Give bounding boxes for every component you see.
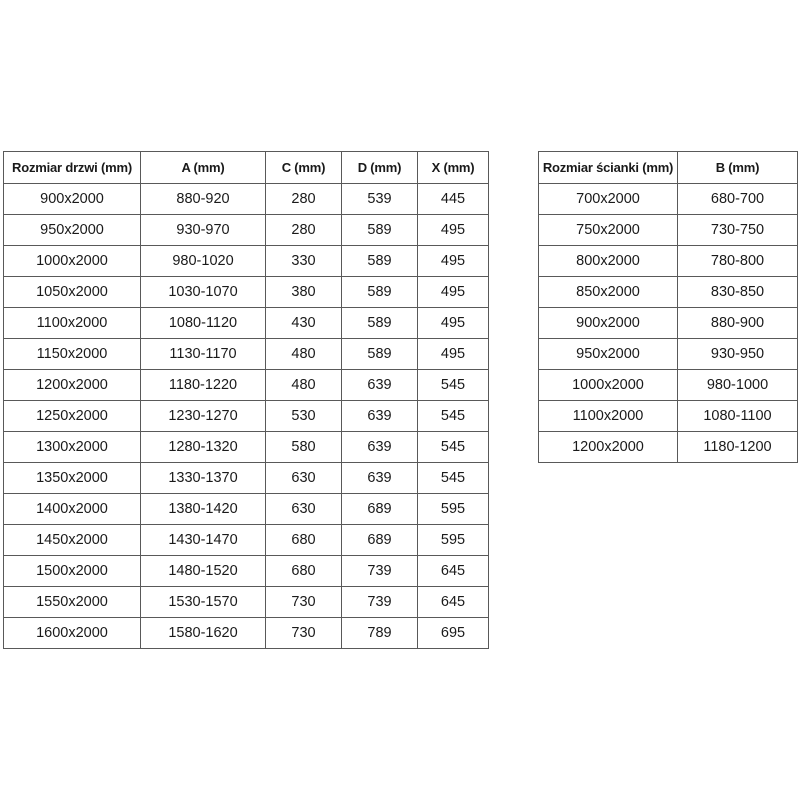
table-cell: 1000x2000 — [4, 246, 141, 277]
table-cell: 800x2000 — [539, 246, 678, 277]
table-cell: 980-1000 — [678, 370, 798, 401]
table-row — [539, 215, 798, 246]
table-cell: 495 — [418, 277, 489, 308]
table-row — [539, 184, 798, 215]
table-row — [539, 370, 798, 401]
table-row — [4, 246, 489, 277]
table-cell: 1450x2000 — [4, 525, 141, 556]
table-cell: 739 — [342, 556, 418, 587]
table-cell: 545 — [418, 370, 489, 401]
table-cell: 545 — [418, 463, 489, 494]
table-cell: 1280-1320 — [141, 432, 266, 463]
table-cell: 1180-1200 — [678, 432, 798, 463]
table-cell: 495 — [418, 339, 489, 370]
table-cell: 445 — [418, 184, 489, 215]
table-cell: 1000x2000 — [539, 370, 678, 401]
table-cell: 680 — [266, 525, 342, 556]
table-cell: 589 — [342, 246, 418, 277]
table-cell: 1130-1170 — [141, 339, 266, 370]
table-cell: 900x2000 — [539, 308, 678, 339]
table-cell: 280 — [266, 215, 342, 246]
table-cell: 1400x2000 — [4, 494, 141, 525]
table-row — [539, 432, 798, 463]
column-header: B (mm) — [678, 152, 798, 184]
column-header: A (mm) — [141, 152, 266, 184]
table-cell: 480 — [266, 370, 342, 401]
table-cell: 730-750 — [678, 215, 798, 246]
table-cell: 645 — [418, 587, 489, 618]
table-cell: 545 — [418, 401, 489, 432]
table-cell: 595 — [418, 525, 489, 556]
table-cell: 950x2000 — [4, 215, 141, 246]
table-cell: 900x2000 — [4, 184, 141, 215]
table-cell: 589 — [342, 277, 418, 308]
table-cell: 980-1020 — [141, 246, 266, 277]
table-cell: 1530-1570 — [141, 587, 266, 618]
table-cell: 1600x2000 — [4, 618, 141, 649]
table-cell: 639 — [342, 370, 418, 401]
table-cell: 689 — [342, 525, 418, 556]
table-cell: 589 — [342, 215, 418, 246]
table-cell: 430 — [266, 308, 342, 339]
table-cell: 739 — [342, 587, 418, 618]
column-header: Rozmiar drzwi (mm) — [4, 152, 141, 184]
table-row — [539, 339, 798, 370]
table-cell: 1050x2000 — [4, 277, 141, 308]
table-cell: 850x2000 — [539, 277, 678, 308]
table-row — [539, 401, 798, 432]
table-cell: 1180-1220 — [141, 370, 266, 401]
table-cell: 730 — [266, 618, 342, 649]
table-cell: 630 — [266, 463, 342, 494]
table-cell: 880-920 — [141, 184, 266, 215]
table-row — [4, 494, 489, 525]
table-cell: 645 — [418, 556, 489, 587]
table-cell: 589 — [342, 308, 418, 339]
table-cell: 580 — [266, 432, 342, 463]
table-cell: 689 — [342, 494, 418, 525]
table-cell: 1580-1620 — [141, 618, 266, 649]
table-cell: 1350x2000 — [4, 463, 141, 494]
table-cell: 1550x2000 — [4, 587, 141, 618]
door-size-table — [3, 151, 489, 649]
table-cell: 880-900 — [678, 308, 798, 339]
table-cell: 595 — [418, 494, 489, 525]
table-cell: 1100x2000 — [539, 401, 678, 432]
table-row — [4, 184, 489, 215]
table-cell: 1030-1070 — [141, 277, 266, 308]
table-cell: 1080-1120 — [141, 308, 266, 339]
table-cell: 545 — [418, 432, 489, 463]
table-row — [4, 339, 489, 370]
table-cell: 730 — [266, 587, 342, 618]
table-row — [4, 277, 489, 308]
table-cell: 830-850 — [678, 277, 798, 308]
wall-size-table — [538, 151, 798, 463]
table-cell: 780-800 — [678, 246, 798, 277]
table-cell: 480 — [266, 339, 342, 370]
table-row — [4, 463, 489, 494]
column-header: C (mm) — [266, 152, 342, 184]
table-cell: 1100x2000 — [4, 308, 141, 339]
header-row — [539, 152, 798, 184]
table-cell: 1080-1100 — [678, 401, 798, 432]
table-cell: 680 — [266, 556, 342, 587]
column-header: D (mm) — [342, 152, 418, 184]
column-header: X (mm) — [418, 152, 489, 184]
table-cell: 330 — [266, 246, 342, 277]
table-cell: 495 — [418, 246, 489, 277]
table-cell: 950x2000 — [539, 339, 678, 370]
table-cell: 1330-1370 — [141, 463, 266, 494]
table-cell: 380 — [266, 277, 342, 308]
table-row — [4, 432, 489, 463]
table-cell: 1430-1470 — [141, 525, 266, 556]
table-row — [539, 246, 798, 277]
table-cell: 1380-1420 — [141, 494, 266, 525]
table-cell: 639 — [342, 401, 418, 432]
table-cell: 639 — [342, 463, 418, 494]
table-cell: 789 — [342, 618, 418, 649]
table-cell: 495 — [418, 308, 489, 339]
table-row — [539, 277, 798, 308]
table-cell: 1480-1520 — [141, 556, 266, 587]
table-row — [4, 215, 489, 246]
column-header: Rozmiar ścianki (mm) — [539, 152, 678, 184]
table-cell: 700x2000 — [539, 184, 678, 215]
table-row — [4, 401, 489, 432]
table-row — [4, 618, 489, 649]
table-cell: 589 — [342, 339, 418, 370]
table-cell: 1150x2000 — [4, 339, 141, 370]
table-cell: 680-700 — [678, 184, 798, 215]
table-cell: 530 — [266, 401, 342, 432]
table-cell: 1250x2000 — [4, 401, 141, 432]
table-cell: 695 — [418, 618, 489, 649]
table-cell: 495 — [418, 215, 489, 246]
table-cell: 1500x2000 — [4, 556, 141, 587]
table-cell: 630 — [266, 494, 342, 525]
table-row — [4, 525, 489, 556]
table-cell: 930-950 — [678, 339, 798, 370]
table-cell: 930-970 — [141, 215, 266, 246]
table-cell: 750x2000 — [539, 215, 678, 246]
table-row — [4, 370, 489, 401]
table-row — [4, 556, 489, 587]
table-row — [4, 587, 489, 618]
table-cell: 639 — [342, 432, 418, 463]
table-cell: 1300x2000 — [4, 432, 141, 463]
table-row — [4, 308, 489, 339]
table-cell: 1200x2000 — [4, 370, 141, 401]
table-cell: 280 — [266, 184, 342, 215]
table-cell: 1200x2000 — [539, 432, 678, 463]
table-cell: 539 — [342, 184, 418, 215]
table-cell: 1230-1270 — [141, 401, 266, 432]
table-row — [539, 308, 798, 339]
header-row — [4, 152, 489, 184]
